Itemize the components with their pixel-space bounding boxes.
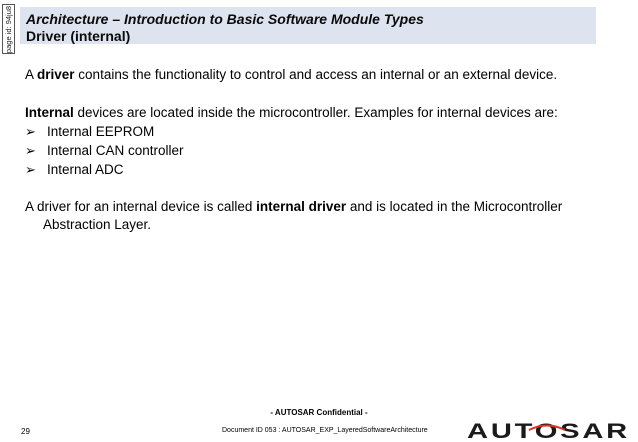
page-id-label: page id: 94ju8 [4, 5, 13, 53]
slide-title: Architecture – Introduction to Basic Software Module Types [26, 11, 424, 27]
arrow-bullet-icon: ➢ [25, 162, 36, 177]
p3-pre: A driver for an internal device is called [25, 199, 257, 214]
slide-header [20, 7, 596, 44]
arrow-bullet-icon: ➢ [25, 124, 36, 139]
paragraph-internal-driver-continued: Abstraction Layer. [43, 217, 152, 232]
paragraph-internal-driver [25, 198, 562, 216]
bullet-text: Internal CAN controller [47, 143, 184, 158]
p1-pre: A [25, 67, 38, 82]
p1-bold: driver [37, 67, 75, 82]
p3-bold: internal driver [256, 199, 347, 214]
p1-post: contains the functionality to control and access an internal or an external device. [74, 67, 558, 82]
document-id: Document ID 053 : AUTOSAR_EXP_LayeredSoftwareArchitecture [222, 427, 428, 434]
bullet-text: Internal EEPROM [47, 124, 155, 139]
paragraph-internal-devices [25, 104, 558, 122]
bullet-item [25, 161, 124, 179]
arrow-bullet-icon: ➢ [25, 143, 36, 158]
paragraph-driver-definition [25, 66, 557, 84]
slide-subtitle: Driver (internal) [26, 28, 131, 44]
bullet-item [25, 142, 184, 160]
svg-text:AUTOSAR: AUTOSAR [467, 421, 630, 440]
bullet-item [25, 123, 154, 141]
bullet-text: Internal ADC [47, 162, 124, 177]
p2-post: devices are located inside the microcontroller. Examples for internal devices are: [73, 105, 558, 120]
autosar-logo [467, 421, 630, 440]
p2-bold: Internal [25, 105, 74, 120]
page-number: 29 [21, 427, 30, 436]
page-id-box [2, 4, 15, 54]
confidential-notice: - AUTOSAR Confidential - [270, 408, 368, 417]
p3-post: and is located in the Microcontroller [346, 199, 563, 214]
